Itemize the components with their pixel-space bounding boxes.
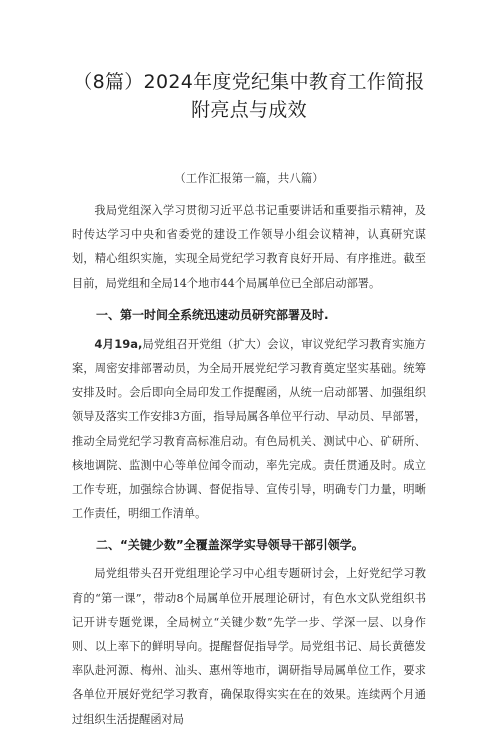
section-1-paragraph <box>72 332 426 527</box>
document-subtitle: （工作汇报第一篇，共八篇） <box>174 171 324 185</box>
section-1-date-lead: 4月19a, <box>94 336 143 351</box>
intro-paragraph: 我局党组深入学习贯彻习近平总书记重要讲话和重要指示精神，及时传达学习中央和省委党的建设工作领导小组会议精神，认真研究谋划，精心组织实施，实现全局党纪学习教育良好开局、有序推进。截至目前，局党组和全局14个地市44个局属单位已全部启动部署。 <box>72 204 426 290</box>
document-title <box>72 68 426 124</box>
title-line-1: （8篇）2024年度党纪集中教育工作简报 <box>73 71 425 93</box>
section-2-heading: 二、“关键少数”全覆盖深学实导领导干部引领学。 <box>96 538 364 553</box>
title-line-2: 附亮点与成效 <box>191 99 307 121</box>
section-1-body: 局党组召开党组（扩大）会议，审议党纪学习教育实施方案，周密安排部署动员，为全局开展党纪学习教育奠定坚实基础。统筹安排及时。会后即向全局印发工作提醒函，从统一启动部署、加强组织领导及落实工作安排3方面，指导局属各单位平行动、早动员、早部署，推动全局党纪学习教育高标准启动。有色局机关、测试中心、矿研所、核地调院、监测中心等单位闻令而动，率先完成。责任贯通及时。成立工作专班，加强综合协调、督促指导、宣传引导，明确专门力量，明晰工作责任，明细工作清单。 <box>72 337 426 521</box>
section-2-paragraph: 局党组带头召开党组理论学习中心组专题研讨会，上好党纪学习教育的“第一课”，带动8个局属单位开展理论研讨，有色水文队党组织书记开讲专题党课，全局树立“关键少数”先学一步、学深一层、以身作则、以上率下的鲜明导向。提醒督促指导学。局党组书记、局长黄德发率队赴河源、梅州、汕头、惠州等地市，调研指导局属单位工作，要求各单位开展好党纪学习教育，确保取得实实在在的效果。连续两个月通过组织生活提醒函对局 <box>72 567 426 726</box>
section-1-heading: 一、第一时间全系统迅速动员研究部署及时. <box>96 307 329 322</box>
